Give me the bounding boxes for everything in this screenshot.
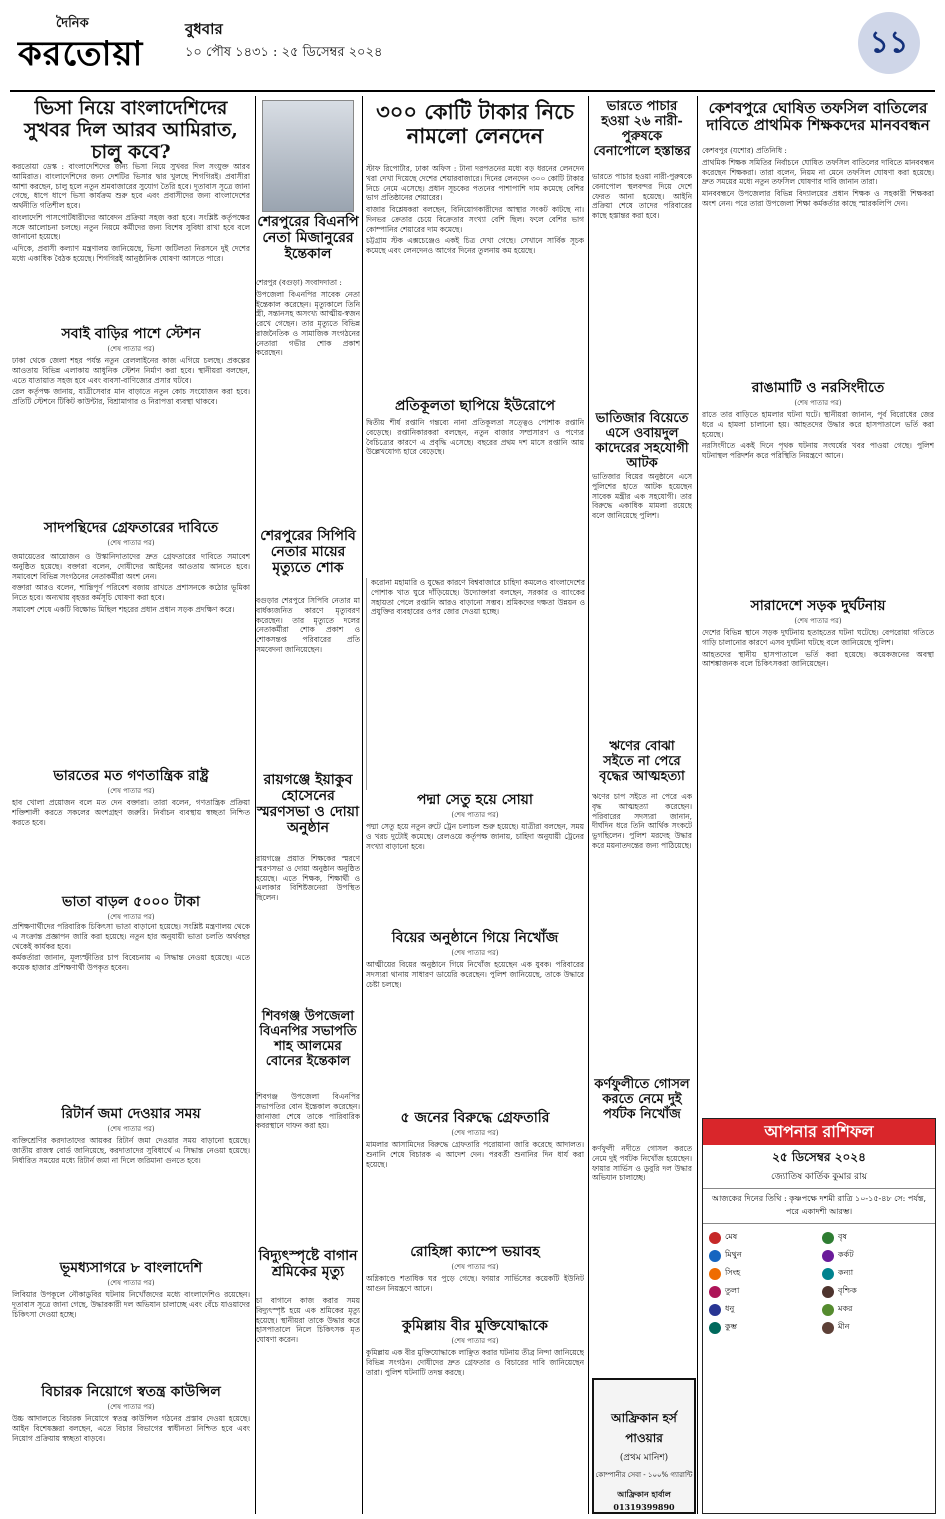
arrest5-headline: ৫ জনের বিরুদ্ধে গ্রেফতারি [400, 1110, 550, 1126]
judge-head [12, 1384, 250, 1413]
electrocution-body: চা বাগানে কাজ করার সময় বিদ্যুৎস্পৃষ্ট হয়ে এক শ্রমিকের মৃত্যু হয়েছে। স্থানীয়রা তাকে উদ্ধার করে হাসপাতালে নিলে চিকিৎসক মৃত ঘোষণা করেন। [256, 1296, 360, 1345]
money-cont-body: করোনা মহামারি ও যুদ্ধের কারণে বিশ্ববাজারে চাহিদা কমলেও বাংলাদেশের পোশাক খাত ঘুরে দাঁড়িয়েছে। উদ্যোক্তারা বলছেন, সরকার ও ব্যাংকের সহায়তা পেলে রপ্তানি আরও বাড়ানো সম্ভব। শ্রমিকদের দক্ষতা উন্নয়ন ও প্রযুক্তির ব্যবহারের ওপর জোর দেওয়া হচ্ছে। [366, 578, 585, 790]
arrest5-body: মামলার আসামিদের বিরুদ্ধে গ্রেফতারি পরোয়ানা জারি করেছে আদালত। শুনানি শেষে বিচারক এ আদেশ দেন। পরবর্তী শুনানির দিন ধার্য করা হয়েছে। [366, 1140, 584, 1169]
return-headline: রিটার্ন জমা দেওয়ার সময় [61, 1106, 201, 1122]
cpb-body: বগুড়ার শেরপুরে সিপিবি নেতার মা বার্ধক্যজনিত কারণে মৃত্যুবরণ করেছেন। তার মৃত্যুতে দলের নেতাকর্মীরা শোক প্রকাশ ও শোকসন্তপ্ত পরিবারের প্রতি সমবেদনা জানিয়েছেন। [256, 596, 360, 654]
rashi-item [822, 1250, 929, 1262]
rashi-name: কন্যা [838, 1268, 854, 1277]
rashi-item [822, 1268, 929, 1280]
day-label: বুধবার [185, 20, 223, 38]
portrait-photo [262, 100, 354, 212]
saradesh-body: দেশের বিভিন্ন স্থানে সড়ক দুর্ঘটনায় হতাহতের ঘটনা ঘটেছে। বেপরোয়া গতিতে গাড়ি চালানোর কারণে এসব দুর্ঘটনা ঘটছে বলে জানিয়েছে পুলিশ। আহতদের স্থানীয় হাসপাতালে ভর্তি করা হয়েছে। কয়েকজনের অবস্থা আশঙ্কাজনক বলে চিকিৎসকরা জানিয়েছেন। [702, 628, 934, 669]
teachers-dateline: কেশবপুর (যশোর) প্রতিনিধি : [702, 146, 787, 155]
rashi-item [709, 1286, 816, 1298]
rashi-item [822, 1322, 929, 1334]
rashi-symbol-icon [709, 1268, 721, 1280]
rashi-symbol-icon [822, 1268, 834, 1280]
karnaphuli-body: কর্ণফুলী নদীতে গোসল করতে নেমে দুই পর্যটক নিখোঁজ হয়েছেন। ফায়ার সার্ভিস ও ডুবুরি দল উদ্ধার অভিযান চালাচ্ছে। [592, 1144, 692, 1183]
rohingya-headline: রোহিঙ্গা ক্যাম্পে ভয়াবহ [410, 1244, 540, 1260]
teachers-head [702, 100, 934, 135]
col-rule-4 [697, 96, 698, 1514]
europe-headline: প্রতিকূলতা ছাপিয়ে ইউরোপে [394, 398, 556, 414]
teachers-headline: কেশবপুরে ঘোষিত তফসিল বাতিলের দাবিতে প্রাথমিক শিক্ষকদের মানববন্ধন [706, 99, 930, 135]
electrocution-headline: বিদ্যুৎস্পৃষ্টে বাগান শ্রমিকের মৃত্যু [258, 1248, 358, 1281]
sea-body: লিবিয়ার উপকূলে নৌকাডুবির ঘটনায় নিখোঁজদের মধ্যে বাংলাদেশিও রয়েছেন। দূতাবাস সূত্রে জানা গেছে, উদ্ধারকারী দল অভিযান চালাচ্ছে এবং বেঁচে যাওয়াদের চিকিৎসা দেওয়া হচ্ছে। [12, 1290, 250, 1319]
electrocution-head [256, 1248, 360, 1280]
rashi-symbol-icon [822, 1232, 834, 1244]
rashi-list [703, 1228, 935, 1342]
rashi-name: কর্কট [838, 1250, 854, 1259]
rashi-item [822, 1232, 929, 1244]
rashi-symbol-icon [709, 1304, 721, 1316]
wedding-headline: বিয়ের অনুষ্ঠানে গিয়ে নিখোঁজ [391, 930, 559, 946]
return-body: ব্যক্তিশ্রেণির করদাতাদের আয়কর রিটার্ন জমা দেওয়ার সময় বাড়ানো হয়েছে। জাতীয় রাজস্ব বোর্ড জানিয়েছে, করদাতাদের সুবিধার্থে এ সিদ্ধান্ত নেওয়া হয়েছে। নির্ধারিত সময়ের মধ্যে রিটার্ন জমা না দিলে জরিমানা গুনতে হবে। [12, 1136, 250, 1165]
rashi-symbol-icon [822, 1304, 834, 1316]
rashi-item [822, 1286, 929, 1298]
return-cont: (শেষ পাতার পর) [107, 1124, 155, 1133]
allowance-body: প্রশিক্ষণার্থীদের পরিবারিক চিকিৎসা ভাতা বাড়ানো হয়েছে। সংশ্লিষ্ট মন্ত্রণালয় থেকে এ সংক্রান্ত প্রজ্ঞাপন জারি করা হয়েছে। নতুন হার অনুযায়ী ভাতা চলতি অর্থবছর থেকেই কার্যকর হবে। কর্মকর্তারা জানান, মূল্যস্ফীতির চাপ বিবেচনায় এ সিদ্ধান্ত নেওয়া হয়েছে। এতে কয়েক হাজার প্রশিক্ষণার্থী উপকৃত হবেন। [12, 922, 250, 973]
rashi-name: তুলা [725, 1286, 740, 1295]
europe-body: দ্বিতীয় শীর্ষ রপ্তানি গন্তব্যে নানা প্রতিকূলতা সত্ত্বেও পোশাক রপ্তানি বেড়েছে। রপ্তানিকারকরা বলছেন, নতুন বাজার সম্প্রসারণ ও পণ্যের বৈচিত্র্যের কারণে এ প্রবৃদ্ধি এসেছে। বছরের প্রথম দশ মাসে রপ্তানি আয় উল্লেখযোগ্য হারে বেড়েছে। [366, 418, 584, 457]
rashifal-header: আপনার রাশিফল [703, 1119, 935, 1145]
rashi-item [709, 1232, 816, 1244]
rashifal-box [702, 1118, 936, 1514]
judge-headline: বিচারক নিয়োগে স্বতন্ত্র কাউন্সিল [41, 1384, 221, 1400]
sea-cont: (শেষ পাতার পর) [107, 1278, 155, 1287]
money-lead: স্টাফ রিপোর্টার, ঢাকা অফিস : টানা দরপতনের মধ্যে বড় ধরনের লেনদেন খরা দেখা দিয়েছে দেশের শেয়ারবাজারে। দিনের লেনদেন ৩০০ কোটি টাকার নিচে নেমে এসেছে। প্রধান সূচকের পতনের পাশাপাশি দাম কমেছে বেশির ভাগ প্রতিষ্ঠানের শেয়ারের। [366, 164, 584, 203]
saradesh-cont: (শেষ পাতার পর) [794, 616, 842, 625]
rohingya-head [366, 1244, 584, 1273]
judge-cont: (শেষ পাতার পর) [107, 1402, 155, 1411]
station-cont: (শেষ পাতার পর) [107, 344, 155, 353]
padma-head [366, 792, 584, 821]
trafficking-body: ভারতে পাচার হওয়া নারী-পুরুষকে বেনাপোল স্থলবন্দর দিয়ে দেশে ফেরত আনা হয়েছে। আইনি প্রক্রিয়া শেষে তাদের পরিবারের কাছে হস্তান্তর করা হবে। [592, 172, 692, 221]
money-head [366, 100, 584, 160]
comilla-cont: (শেষ পাতার পর) [451, 1336, 499, 1345]
ad-subtitle: (প্রথম মানিশ) [619, 1453, 669, 1463]
padma-headline: পদ্মা সেতু হয়ে সোয়া [417, 792, 533, 808]
date-label: ১০ পৌষ ১৪৩১ : ২৫ ডিসেম্বর ২০২৪ [185, 45, 383, 60]
comilla-headline: কুমিল্লায় বীর মুক্তিযোদ্ধাকে [402, 1318, 548, 1334]
ad-title: আফ্রিকান হর্স পাওয়ার [611, 1411, 677, 1445]
teachers-body: কেশবপুর (যশোর) প্রতিনিধি : প্রাথমিক শিক্ষক সমিতির নির্বাচনে ঘোষিত তফসিল বাতিলের দাবিতে মানববন্ধন করেছেন শিক্ষকরা। তারা বলেন, নিয়ম না মেনে তফসিল ঘোষণা করা হয়েছে। দ্রুত সময়ের মধ্যে নতুন তফসিল ঘোষণার দাবি জানান তারা। মানববন্ধনে উপজেলার বিভিন্ন বিদ্যালয়ের প্রধান শিক্ষক ও সহকারী শিক্ষকরা অংশ নেন। পরে তারা উপজেলা শিক্ষা কর্মকর্তার কাছে স্মারকলিপি দেন। [702, 146, 934, 208]
debt-body: ঋণের চাপ সইতে না পেরে এক বৃদ্ধ আত্মহত্যা করেছেন। পরিবারের সদস্যরা জানান, দীর্ঘদিন ধরে তিনি আর্থিক সংকটে ভুগছিলেন। পুলিশ মরদেহ উদ্ধার করে ময়নাতদন্তের জন্য পাঠিয়েছে। [592, 792, 692, 850]
col-rule-1 [255, 96, 256, 1514]
rashi-symbol-icon [709, 1250, 721, 1262]
money-headline: ৩০০ কোটি টাকার নিচে নামলো লেনদেন [376, 99, 574, 149]
india-cont: (শেষ পাতার পর) [107, 786, 155, 795]
shibganj-body: শিবগঞ্জ উপজেলা বিএনপির সভাপতির বোন ইন্তেকাল করেছেন। জানাজা শেষে তাকে পারিবারিক কবরস্থানে দাফন করা হয়। [256, 1092, 360, 1131]
ad-box [592, 1378, 696, 1514]
europe-head [366, 398, 584, 415]
protest1-body: জমায়েতের আয়োজন ও উস্কানিদাতাদের দ্রুত গ্রেফতারের দাবিতে সমাবেশ অনুষ্ঠিত হয়েছে। বক্তারা বলেন, দোষীদের আইনের আওতায় আনতে হবে। সমাবেশে বিভিন্ন সংগঠনের নেতাকর্মীরা অংশ নেন। বক্তারা আরও বলেন, শান্তিপূর্ণ পরিবেশ বজায় রাখতে প্রশাসনকে কঠোর ভূমিকা নিতে হবে। অন্যথায় বৃহত্তর কর্মসূচি ঘোষণা করা হবে। সমাবেশ শেষে একটি বিক্ষোভ মিছিল শহরের প্রধান প্রধান সড়ক প্রদক্ষিণ করে। [12, 552, 250, 614]
visa-headline-box [12, 97, 250, 163]
padma-body: পদ্মা সেতু হয়ে নতুন রুটে ট্রেন চলাচল শুরু হয়েছে। যাত্রীরা বলছেন, সময় ও খরচ দুটোই কমেছে। রেলওয়ে কর্তৃপক্ষ জানায়, চাহিদা অনুযায়ী ট্রেনের সংখ্যা বাড়ানো হবে। [366, 822, 584, 851]
wedding-body: আত্মীয়ের বিয়ের অনুষ্ঠানে গিয়ে নিখোঁজ হয়েছেন এক যুবক। পরিবারের সদস্যরা থানায় সাধারণ ডায়েরি করেছেন। পুলিশ জানিয়েছে, তাকে উদ্ধারে চেষ্টা চলছে। [366, 960, 584, 989]
rangamati-headline: রাঙামাটি ও নরসিংদীতে [751, 380, 885, 396]
masthead-rule [10, 90, 935, 92]
protest1-headline: সাদপন্থিদের গ্রেফতারের দাবিতে [43, 520, 219, 536]
allowance-cont: (শেষ পাতার পর) [107, 912, 155, 921]
page-number: ১১ [858, 12, 920, 74]
debt-head [592, 740, 692, 785]
rashi-name: মীন [838, 1322, 850, 1331]
bnp-death-body: শেরপুর (বগুড়া) সংবাদদাতা : উপজেলা বিএনপির সাবেক নেতা ইন্তেকাল করেছেন। মৃত্যুকালে তিনি স্ত্রী, সন্তানসহ অসংখ্য আত্মীয়-স্বজন রেখে গেছেন। তার মৃত্যুতে বিভিন্ন রাজনৈতিক ও সামাজিক সংগঠনের নেতারা গভীর শোক প্রকাশ করেছেন। [256, 278, 360, 358]
arrest5-head [366, 1110, 584, 1139]
col-rule-3 [588, 96, 589, 1514]
sea-headline: ভূমধ্যসাগরে ৮ বাংলাদেশি [59, 1260, 203, 1276]
rangamati-head [702, 380, 934, 409]
raiganj-head [256, 772, 360, 836]
bhatija-headline: ভাতিজার বিয়েতে এসে ওবায়দুল কাদেরের সহযোগী আটক [595, 411, 689, 471]
comilla-body: কুমিল্লায় এক বীর মুক্তিযোদ্ধাকে লাঞ্ছিত করার ঘটনায় তীব্র নিন্দা জানিয়েছে বিভিন্ন সংগঠন। দোষীদের দ্রুত গ্রেফতার ও বিচারের দাবি জানিয়েছেন তারা। পুলিশ ঘটনাটি তদন্ত করছে। [366, 1348, 584, 1377]
india-body: হাব খোলা প্রয়োজন বলে মত দেন বক্তারা। তারা বলেন, গণতান্ত্রিক প্রক্রিয়া শক্তিশালী করতে সকলের অংশগ্রহণ জরুরি। নির্বাচন ব্যবস্থায় স্বচ্ছতা নিশ্চিত করতে হবে। [12, 798, 250, 827]
money-body: স্টাফ রিপোর্টার, ঢাকা অফিস : টানা দরপতনের মধ্যে বড় ধরনের লেনদেন খরা দেখা দিয়েছে দেশের শেয়ারবাজারে। দিনের লেনদেন ৩০০ কোটি টাকার নিচে নেমে এসেছে। প্রধান সূচকের পতনের পাশাপাশি দাম কমেছে বেশির ভাগ প্রতিষ্ঠানের শেয়ারের। বাজার বিশ্লেষকরা বলছেন, বিনিয়োগকারীদের আস্থার সংকট কাটছে না। দিনভর ক্রেতার চেয়ে বিক্রেতার সংখ্যা বেশি ছিল। ফলে বেশির ভাগ কোম্পানির শেয়ারের দাম কমেছে। চট্টগ্রাম স্টক এক্সচেঞ্জেও একই চিত্র দেখা গেছে। সেখানে সার্বিক সূচক কমেছে এবং লেনদেনও আগের দিনের তুলনায় কম হয়েছে। [366, 164, 584, 256]
protest1-cont: (শেষ পাতার পর) [107, 538, 155, 547]
bhatija-body: ভাতিজার বিয়ের অনুষ্ঠানে এসে পুলিশের হাতে আটক হয়েছেন সাবেক মন্ত্রীর এক সহযোগী। তার বিরুদ্ধে একাধিক মামলা রয়েছে বলে জানিয়েছে পুলিশ। [592, 472, 692, 521]
col-rule-2 [362, 96, 363, 1514]
arrest5-cont: (শেষ পাতার পর) [451, 1128, 499, 1137]
cpb-headline: শেরপুরের সিপিবি নেতার মায়ের মৃত্যুতে শোক [260, 528, 356, 577]
protest1-head [12, 520, 250, 549]
rashi-name: কুম্ভ [725, 1322, 737, 1331]
bhatija-head [592, 412, 692, 472]
shibganj-headline: শিবগঞ্জ উপজেলা বিএনপির সভাপতি শাহ আলমের বোনের ইন্তেকাল [259, 1009, 357, 1069]
judge-body: উচ্চ আদালতে বিচারক নিয়োগে স্বতন্ত্র কাউন্সিল গঠনের প্রস্তাব দেওয়া হয়েছে। আইন বিশেষজ্ঞরা বলছেন, এতে বিচার বিভাগের স্বাধীনতা নিশ্চিত হবে এবং নিয়োগ প্রক্রিয়ায় স্বচ্ছতা বাড়বে। [12, 1414, 250, 1443]
rashi-item [709, 1304, 816, 1316]
rashi-name: মেষ [725, 1232, 738, 1241]
comilla-head [366, 1318, 584, 1347]
raiganj-headline: রায়গঞ্জে ইয়াকুব হোসেনের স্মরণসভা ও দোয়া অনুষ্ঠান [256, 772, 360, 837]
visa-body: করতোয়া ডেস্ক : বাংলাদেশিদের জন্য ভিসা নিয়ে সুখবর দিল সংযুক্ত আরব আমিরাত। বাংলাদেশিদের জন্য দেশটির ভিসার দ্বার খুলছে শিগগিরই। প্রবাসীরা আশা করছেন, চালু হলে নতুন শ্রমবাজারের সুযোগ তৈরি হবে। দূতাবাস সূত্রে জানা গেছে, ধাপে ধাপে ভিসা কার্যক্রম শুরু হবে এবং প্রবাসীদের জন্য বাংলাদেশের অর্থনীতি গতিশীল হবে। বাংলাদেশি পাসপোর্টধারীদের আবেদন প্রক্রিয়া সহজ করা হবে। সংশ্লিষ্ট কর্তৃপক্ষের সঙ্গে আলোচনা চলছে। নতুন নিয়মে কর্মীদের জন্য বিশেষ সুবিধা রাখা হবে বলে জানানো হয়েছে। এদিকে, প্রবাসী কল্যাণ মন্ত্রণালয় জানিয়েছে, ভিসা জটিলতা নিরসনে দুই দেশের মধ্যে একাধিক বৈঠক হয়েছে। শিগগিরই আনুষ্ঠানিক ঘোষণা আসতে পারে। [12, 162, 250, 263]
rashifal-date: ২৫ ডিসেম্বর ২০২৪ [772, 1150, 866, 1164]
masthead-logo [18, 14, 178, 74]
visa-headline: ভিসা নিয়ে বাংলাদেশিদের সুখবর দিল আরব আমিরাত, চালু কবে? [24, 97, 238, 163]
rashi-symbol-icon [822, 1286, 834, 1298]
india-headline: ভারতের মত গণতান্ত্রিক রাষ্ট্র [53, 768, 209, 784]
sea-head [12, 1260, 250, 1289]
return-head [12, 1106, 250, 1135]
rohingya-cont: (শেষ পাতার পর) [451, 1262, 499, 1271]
rohingya-body: অগ্নিকাণ্ডে শতাধিক ঘর পুড়ে গেছে। ফায়ার সার্ভিসের কয়েকটি ইউনিট আগুন নিয়ন্ত্রণে আনে। [366, 1274, 584, 1293]
bnp-death-headline: শেরপুরের বিএনপি নেতা মিজানুরের ইন্তেকাল [257, 214, 359, 263]
india-head [12, 768, 250, 797]
bnp-death-head [256, 214, 360, 262]
karnaphuli-head [592, 1078, 692, 1123]
rashi-name: মিথুন [725, 1250, 742, 1259]
rashi-item [709, 1268, 816, 1280]
station-head [12, 326, 250, 355]
wedding-head [366, 930, 584, 959]
rangamati-body: রাতে তার বাড়িতে হামলার ঘটনা ঘটে। স্থানীয়রা জানান, পূর্ব বিরোধের জের ধরে এ হামলা চালানো হয়। আহতদের উদ্ধার করে হাসপাতালে ভর্তি করা হয়েছে। নরসিংদীতে একই দিনে পৃথক ঘটনায় সংঘর্ষের খবর পাওয়া গেছে। পুলিশ ঘটনাস্থল পরিদর্শন করে পরিস্থিতি নিয়ন্ত্রণে আনে। [702, 410, 934, 461]
rashi-symbol-icon [709, 1322, 721, 1334]
ad-tagline: কোম্পানীর সেবা - ১০০% গ্যারান্টি [595, 1471, 693, 1479]
rashifal-tithi: আজকের দিনের তিথি : কৃষ্ণপক্ষে দশমী রাত্রি ১০-১৫-৪৮ সে: পর্যন্ত, পরে একাদশী আরম্ভ। [703, 1188, 935, 1224]
cpb-head [256, 528, 360, 576]
rashifal-astrologer: জ্যোতিষ কার্তিক কুমার রায় [770, 1172, 868, 1182]
rashi-symbol-icon [822, 1322, 834, 1334]
trafficking-headline: ভারতে পাচার হওয়া ২৬ নারী-পুরুষকে বেনাপোলে হস্তান্তর [593, 99, 691, 159]
padma-cont: (শেষ পাতার পর) [451, 810, 499, 819]
trafficking-head [592, 100, 692, 160]
wedding-cont: (শেষ পাতার পর) [451, 948, 499, 957]
ad-phone: আফ্রিকান হার্বাল 01319399890 [613, 1489, 675, 1512]
visa-lead: করতোয়া ডেস্ক : বাংলাদেশিদের জন্য ভিসা নিয়ে সুখবর দিল সংযুক্ত আরব আমিরাত। বাংলাদেশিদের জন্য দেশটির ভিসার দ্বার খুলছে শিগগিরই। প্রবাসীরা আশা করছেন, চালু হলে নতুন শ্রমবাজারের সুযোগ তৈরি হবে। দূতাবাস সূত্রে জানা গেছে, ধাপে ধাপে ভিসা কার্যক্রম শুরু হবে এবং প্রবাসীদের জন্য বাংলাদেশের অর্থনীতি গতিশীল হবে। [12, 162, 250, 211]
bnp-death-dateline: শেরপুর (বগুড়া) সংবাদদাতা : [256, 278, 342, 287]
rashi-item [709, 1322, 816, 1334]
logo-small-text: দৈনিক [56, 16, 89, 31]
station-headline: সবাই বাড়ির পাশে স্টেশন [61, 326, 201, 342]
station-body: ঢাকা থেকে জেলা শহর পর্যন্ত নতুন রেললাইনের কাজ এগিয়ে চলছে। প্রকল্পের আওতায় বিভিন্ন এলাকায় আধুনিক স্টেশন নির্মাণ করা হবে। স্থানীয়রা বলছেন, এতে যাতায়াত সহজ হবে এবং ব্যবসা-বাণিজ্যের প্রসার ঘটবে। রেল কর্তৃপক্ষ জানায়, যাত্রীসেবার মান বাড়াতে নতুন কোচ সংযোজন করা হবে। প্রতিটি স্টেশনে টিকিট কাউন্টার, বিশ্রামাগার ও নিরাপত্তা ব্যবস্থা থাকবে। [12, 356, 250, 407]
dateline [185, 18, 435, 64]
rashi-name: সিংহ [725, 1268, 741, 1277]
rashi-name: মকর [838, 1304, 853, 1313]
rashi-item [709, 1250, 816, 1262]
karnaphuli-headline: কর্ণফুলীতে গোসল করতে নেমে দুই পর্যটক নিখোঁজ [594, 1077, 690, 1122]
saradesh-head [702, 598, 934, 627]
rashi-name: বৃশ্চিক [838, 1286, 857, 1295]
allowance-head [12, 894, 250, 923]
rashi-name: বৃষ [838, 1232, 847, 1241]
debt-headline: ঋণের বোঝা সইতে না পেরে বৃদ্ধের আত্মহত্যা [599, 739, 685, 784]
saradesh-headline: সারাদেশে সড়ক দুর্ঘটনায় [750, 598, 886, 614]
rashi-symbol-icon [709, 1286, 721, 1298]
rashi-name: ধনু [725, 1304, 735, 1313]
raiganj-body: রায়গঞ্জে প্রয়াত শিক্ষকের স্মরণে স্মরণসভা ও দোয়া অনুষ্ঠান অনুষ্ঠিত হয়েছে। এতে শিক্ষক, শিক্ষার্থী ও এলাকার বিশিষ্টজনেরা উপস্থিত ছিলেন। [256, 854, 360, 903]
rangamati-cont: (শেষ পাতার পর) [794, 398, 842, 407]
rashi-symbol-icon [709, 1232, 721, 1244]
allowance-headline: ভাতা বাড়ল ৫০০০ টাকা [62, 894, 200, 910]
rashi-item [822, 1304, 929, 1316]
rashi-symbol-icon [822, 1250, 834, 1262]
shibganj-head [256, 1010, 360, 1070]
logo-main-text: করতোয়া [18, 34, 144, 74]
